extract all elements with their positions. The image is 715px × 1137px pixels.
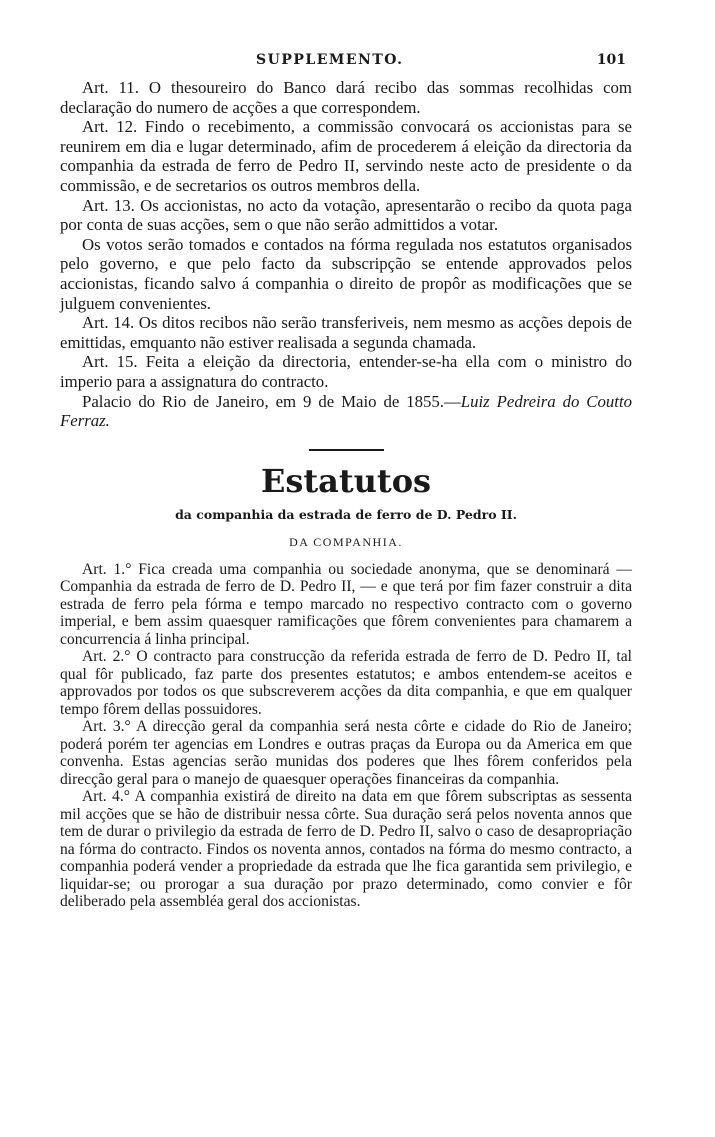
statutes-text: [60, 561, 632, 911]
statute-article-1: Art. 1.° Fica creada uma companhia ou sociedade anonyma, que se denominará — Companhia da estrada de ferro de D. Pedro II, — e que terá por fim fazer construir a dita estrada de ferro pela fórma e tempo marcado no respectivo contracto com o governo imperial, e bem assim quaesquer ramificações que fôrem convenientes para chamarem a concurrencia á linha principal.: [60, 560, 632, 648]
section-divider: [309, 449, 384, 451]
decree-voting-paragraph: Os votos serão tomados e contados na fórma regulada nos estatutos organisados pelo governo, e que pelo facto da subscripção se entende approvados pelos accionistas, ficando salvo á companhia o direito de propôr as modificações que se julguem convenientes.: [60, 234, 632, 313]
decree-article-15: Art. 15. Feita a eleição da directoria, entender-se-ha ella com o ministro do imperio para a assignatura do contracto.: [60, 352, 632, 391]
statute-article-3: Art. 3.° A direcção geral da companhia será nesta côrte e cidade do Rio de Janeiro; poderá porém ter agencias em Londres e outras praças da Europa ou da America em que convenha. Estas agencias serão munidas dos poderes que lhes fôrem conferidos pela direcção geral para o manejo de quaesquer operações financeiras da companhia.: [60, 718, 632, 788]
statutes-title: Estatutos: [260, 461, 432, 500]
decree-place-date: Palacio do Rio de Janeiro, em 9 de Maio de 1855.—: [82, 391, 461, 411]
statutes-subtitle: da companhia da estrada de ferro de D. Pedro II.: [175, 506, 517, 522]
section-heading: DA COMPANHIA.: [289, 534, 403, 549]
page-number: 101: [596, 52, 626, 68]
page: [60, 52, 632, 911]
decree-signature: Luiz Pedreira do Coutto Ferraz.: [60, 391, 632, 431]
running-title: SUPPLEMENTO.: [256, 52, 404, 68]
decree-article-13: Art. 13. Os accionistas, no acto da votação, apresentarão o recibo da quota paga por conta de suas acções, sem o que não serão admittidos a votar.: [60, 195, 632, 235]
decree-article-14: Art. 14. Os ditos recibos não serão transferiveis, nem mesmo as acções depois de emittidas, emquanto não estiver realisada a segunda chamada.: [60, 313, 632, 352]
decree-article-12: Art. 12. Findo o recebimento, a commissão convocará os accionistas para se reunirem em dia e lugar determinado, afim de procederem á eleição da directoria da companhia da estrada de ferro de Pedro II, servindo neste acto de presidente o da commissão, e de secretarios os outros membros della.: [60, 117, 632, 195]
statute-article-4: Art. 4.° A companhia existirá de direito na data em que fôrem subscriptas as sessenta mil acções que se hão de distribuir nessa côrte. Sua duração será pelos noventa annos que tem de durar o privilegio da estrada de ferro de D. Pedro II, salvo o caso de desapropriação na fórma do contracto. Findos os noventa annos, contados na fórma do mesmo contracto, a companhia poderá vender a propriedade da estrada que lhe fica garantida sem privilegio, e liquidar-se; ou prorogar a sua duração por prazo determinado, como convier e fôr deliberado pela assembléa geral dos accionistas.: [60, 788, 632, 911]
decree-article-11: Art. 11. O thesoureiro do Banco dará recibo das sommas recolhidas com declaração do numero de acções a que correspondem.: [60, 78, 632, 117]
running-head: [60, 52, 632, 78]
decree-text: [60, 78, 632, 431]
decree-closing: [60, 392, 632, 431]
statute-article-2: Art. 2.° O contracto para construcção da referida estrada de ferro de D. Pedro II, tal qual fôr publicado, faz parte dos presentes estatutos; e ambos entendem-se aceitos e approvados por todos os que subscreverem acções da dita companhia, e que em qualquer tempo fôrem dellas possuidores.: [60, 648, 632, 718]
